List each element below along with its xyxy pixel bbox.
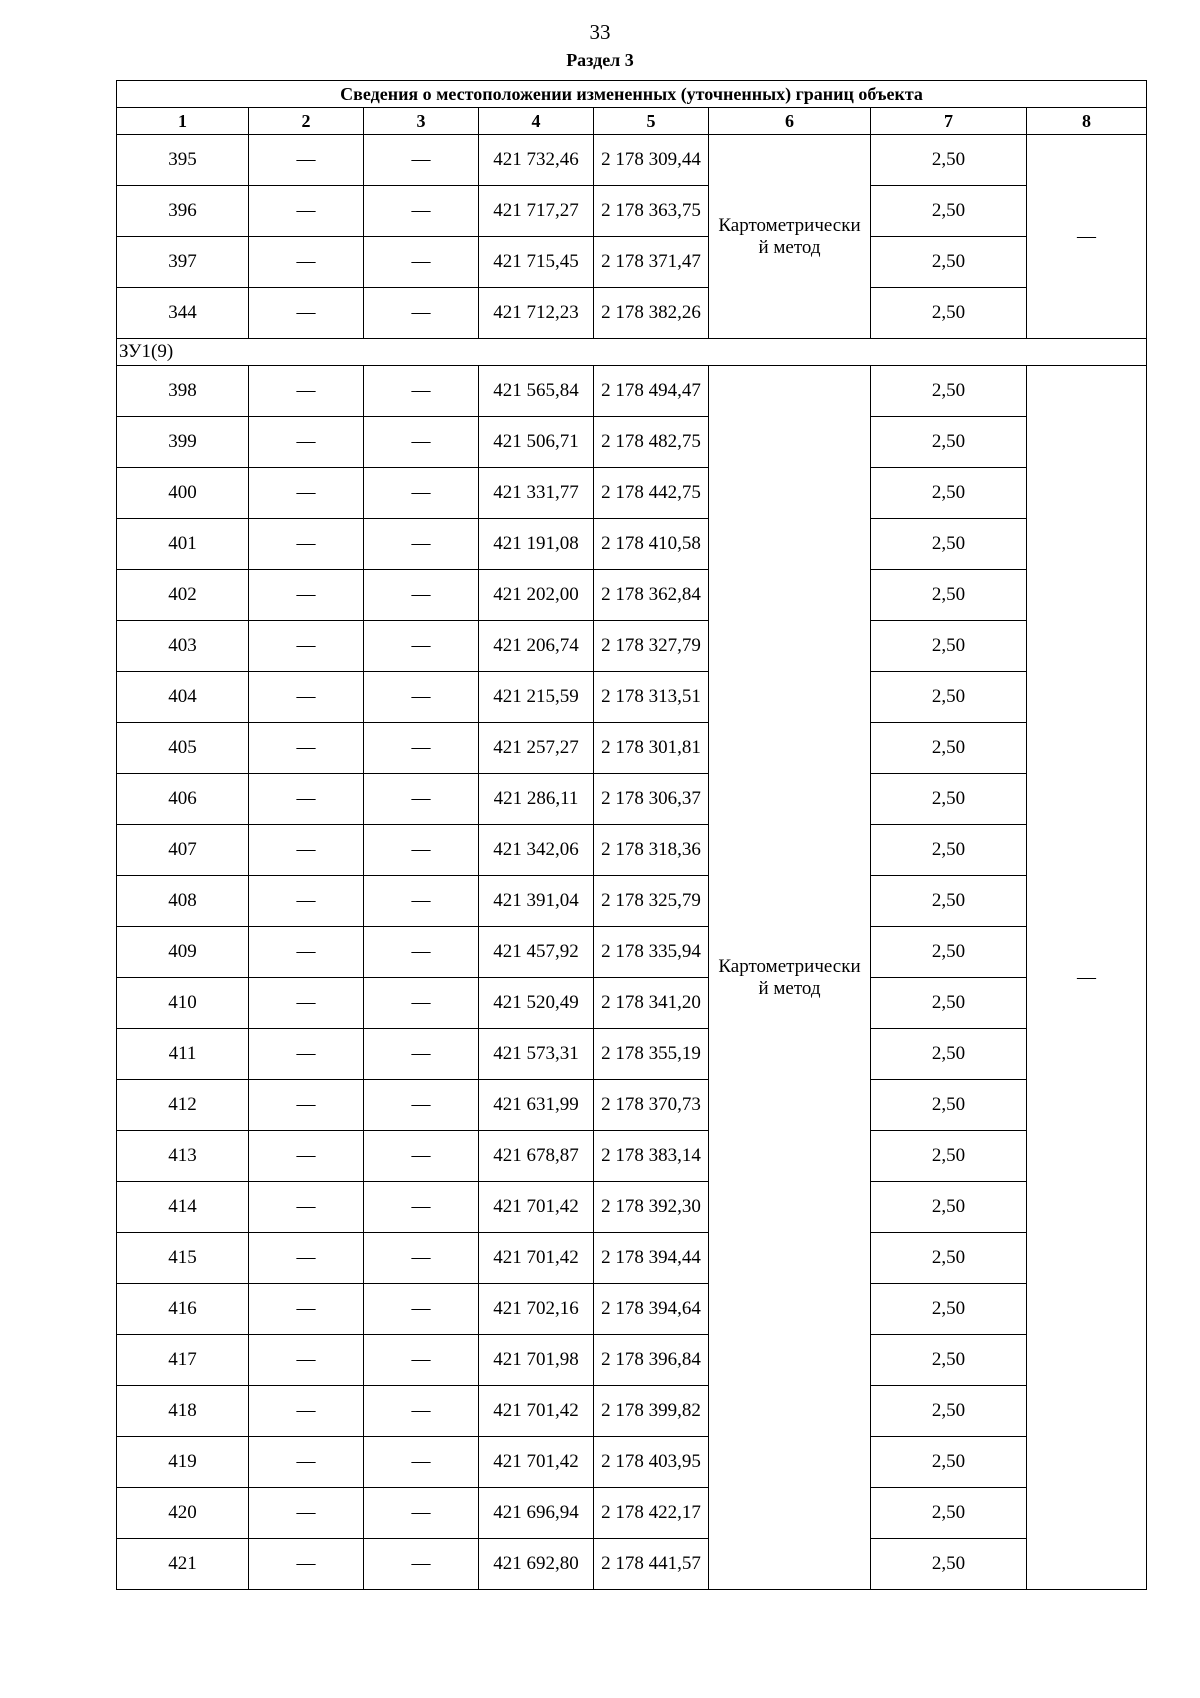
col2-cell: — [249,417,364,468]
table-row [117,825,1147,876]
col2-cell: — [249,1080,364,1131]
y-coordinate-cell: 2 178 403,95 [594,1437,709,1488]
x-coordinate-cell: 421 520,49 [479,978,594,1029]
precision-cell: 2,50 [871,621,1027,672]
col8-cell: — [1027,366,1147,1590]
col3-cell: — [364,519,479,570]
table-row [117,1437,1147,1488]
col2-cell: — [249,186,364,237]
col2-cell: — [249,1233,364,1284]
col2-cell: — [249,1182,364,1233]
point-number-cell: 404 [117,672,249,723]
table-row [117,774,1147,825]
point-number-cell: 399 [117,417,249,468]
x-coordinate-cell: 421 702,16 [479,1284,594,1335]
point-number-cell: 417 [117,1335,249,1386]
x-coordinate-cell: 421 286,11 [479,774,594,825]
point-number-cell: 409 [117,927,249,978]
x-coordinate-cell: 421 631,99 [479,1080,594,1131]
y-coordinate-cell: 2 178 370,73 [594,1080,709,1131]
table-row [117,237,1147,288]
col3-cell: — [364,927,479,978]
y-coordinate-cell: 2 178 392,30 [594,1182,709,1233]
x-coordinate-cell: 421 732,46 [479,135,594,186]
table-row [117,186,1147,237]
column-number-6: 6 [709,108,871,135]
precision-cell: 2,50 [871,366,1027,417]
col2-cell: — [249,978,364,1029]
method-text-line2: й метод [758,977,821,999]
precision-cell: 2,50 [871,1539,1027,1590]
method-cell [709,366,871,1590]
col3-cell: — [364,1539,479,1590]
precision-cell: 2,50 [871,723,1027,774]
y-coordinate-cell: 2 178 301,81 [594,723,709,774]
y-coordinate-cell: 2 178 318,36 [594,825,709,876]
col3-cell: — [364,1284,479,1335]
col3-cell: — [364,237,479,288]
y-coordinate-cell: 2 178 441,57 [594,1539,709,1590]
precision-cell: 2,50 [871,570,1027,621]
column-number-5: 5 [594,108,709,135]
point-number-cell: 400 [117,468,249,519]
point-number-cell: 398 [117,366,249,417]
point-number-cell: 414 [117,1182,249,1233]
col2-cell: — [249,774,364,825]
point-number-cell: 406 [117,774,249,825]
col3-cell: — [364,1131,479,1182]
x-coordinate-cell: 421 701,42 [479,1437,594,1488]
y-coordinate-cell: 2 178 355,19 [594,1029,709,1080]
precision-cell: 2,50 [871,1437,1027,1488]
point-number-cell: 408 [117,876,249,927]
x-coordinate-cell: 421 215,59 [479,672,594,723]
method-text-line2: й метод [758,236,821,258]
col3-cell: — [364,774,479,825]
col3-cell: — [364,876,479,927]
column-number-7: 7 [871,108,1027,135]
col2-cell: — [249,570,364,621]
col3-cell: — [364,672,479,723]
col2-cell: — [249,1386,364,1437]
point-number-cell: 410 [117,978,249,1029]
precision-cell: 2,50 [871,1080,1027,1131]
x-coordinate-cell: 421 257,27 [479,723,594,774]
x-coordinate-cell: 421 191,08 [479,519,594,570]
table-caption: Сведения о местоположении измененных (уточненных) границ объекта [117,81,1147,108]
x-coordinate-cell: 421 715,45 [479,237,594,288]
y-coordinate-cell: 2 178 306,37 [594,774,709,825]
col2-cell: — [249,237,364,288]
col3-cell: — [364,723,479,774]
col2-cell: — [249,1488,364,1539]
col3-cell: — [364,1182,479,1233]
precision-cell: 2,50 [871,927,1027,978]
point-number-cell: 344 [117,288,249,339]
col3-cell: — [364,1437,479,1488]
table-row [117,1182,1147,1233]
y-coordinate-cell: 2 178 325,79 [594,876,709,927]
point-number-cell: 405 [117,723,249,774]
point-number-cell: 411 [117,1029,249,1080]
group-label: ЗУ1(9) [117,339,1147,366]
y-coordinate-cell: 2 178 335,94 [594,927,709,978]
y-coordinate-cell: 2 178 422,17 [594,1488,709,1539]
y-coordinate-cell: 2 178 442,75 [594,468,709,519]
col2-cell: — [249,672,364,723]
precision-cell: 2,50 [871,774,1027,825]
precision-cell: 2,50 [871,186,1027,237]
table-row [117,1386,1147,1437]
point-number-cell: 421 [117,1539,249,1590]
table-row [117,978,1147,1029]
method-text-line1: Картометрически [718,214,861,236]
col3-cell: — [364,1029,479,1080]
table-row [117,621,1147,672]
col3-cell: — [364,417,479,468]
table-row [117,1131,1147,1182]
x-coordinate-cell: 421 696,94 [479,1488,594,1539]
column-number-4: 4 [479,108,594,135]
point-number-cell: 420 [117,1488,249,1539]
col3-cell: — [364,1335,479,1386]
x-coordinate-cell: 421 573,31 [479,1029,594,1080]
x-coordinate-cell: 421 678,87 [479,1131,594,1182]
precision-cell: 2,50 [871,1284,1027,1335]
table-row [117,1029,1147,1080]
x-coordinate-cell: 421 506,71 [479,417,594,468]
precision-cell: 2,50 [871,1488,1027,1539]
precision-cell: 2,50 [871,519,1027,570]
col3-cell: — [364,570,479,621]
x-coordinate-cell: 421 391,04 [479,876,594,927]
point-number-cell: 413 [117,1131,249,1182]
table-row [117,876,1147,927]
col3-cell: — [364,1080,479,1131]
table-row [117,417,1147,468]
y-coordinate-cell: 2 178 363,75 [594,186,709,237]
precision-cell: 2,50 [871,825,1027,876]
col2-cell: — [249,1284,364,1335]
precision-cell: 2,50 [871,876,1027,927]
x-coordinate-cell: 421 565,84 [479,366,594,417]
y-coordinate-cell: 2 178 396,84 [594,1335,709,1386]
point-number-cell: 418 [117,1386,249,1437]
x-coordinate-cell: 421 701,42 [479,1386,594,1437]
x-coordinate-cell: 421 331,77 [479,468,594,519]
col2-cell: — [249,723,364,774]
col3-cell: — [364,1488,479,1539]
y-coordinate-cell: 2 178 309,44 [594,135,709,186]
table-row [117,1539,1147,1590]
point-number-cell: 415 [117,1233,249,1284]
y-coordinate-cell: 2 178 362,84 [594,570,709,621]
point-number-cell: 416 [117,1284,249,1335]
point-number-cell: 401 [117,519,249,570]
x-coordinate-cell: 421 701,42 [479,1182,594,1233]
x-coordinate-cell: 421 692,80 [479,1539,594,1590]
col3-cell: — [364,978,479,1029]
table-row [117,1335,1147,1386]
col2-cell: — [249,621,364,672]
point-number-cell: 395 [117,135,249,186]
col3-cell: — [364,135,479,186]
precision-cell: 2,50 [871,288,1027,339]
y-coordinate-cell: 2 178 371,47 [594,237,709,288]
point-number-cell: 402 [117,570,249,621]
y-coordinate-cell: 2 178 382,26 [594,288,709,339]
table-row [117,723,1147,774]
x-coordinate-cell: 421 202,00 [479,570,594,621]
point-number-cell: 397 [117,237,249,288]
col3-cell: — [364,1233,479,1284]
col2-cell: — [249,1131,364,1182]
y-coordinate-cell: 2 178 394,64 [594,1284,709,1335]
x-coordinate-cell: 421 717,27 [479,186,594,237]
col2-cell: — [249,288,364,339]
y-coordinate-cell: 2 178 482,75 [594,417,709,468]
precision-cell: 2,50 [871,1335,1027,1386]
col3-cell: — [364,825,479,876]
precision-cell: 2,50 [871,672,1027,723]
col2-cell: — [249,1029,364,1080]
table-row [117,1488,1147,1539]
col3-cell: — [364,288,479,339]
coordinates-table [116,80,1147,1590]
column-number-8: 8 [1027,108,1147,135]
point-number-cell: 396 [117,186,249,237]
table-row [117,135,1147,186]
precision-cell: 2,50 [871,237,1027,288]
table-row [117,1233,1147,1284]
col2-cell: — [249,1539,364,1590]
x-coordinate-cell: 421 457,92 [479,927,594,978]
table-row [117,672,1147,723]
x-coordinate-cell: 421 206,74 [479,621,594,672]
col2-cell: — [249,135,364,186]
x-coordinate-cell: 421 701,98 [479,1335,594,1386]
precision-cell: 2,50 [871,135,1027,186]
table-row [117,927,1147,978]
col2-cell: — [249,876,364,927]
y-coordinate-cell: 2 178 399,82 [594,1386,709,1437]
precision-cell: 2,50 [871,417,1027,468]
table-row [117,468,1147,519]
column-number-3: 3 [364,108,479,135]
table-row [117,288,1147,339]
precision-cell: 2,50 [871,1386,1027,1437]
y-coordinate-cell: 2 178 313,51 [594,672,709,723]
section-title: Раздел 3 [566,50,634,70]
method-cell [709,135,871,339]
point-number-cell: 419 [117,1437,249,1488]
col2-cell: — [249,927,364,978]
column-numbers-row [117,108,1147,135]
table-row [117,1284,1147,1335]
group-row [117,339,1147,366]
precision-cell: 2,50 [871,1233,1027,1284]
col2-cell: — [249,468,364,519]
col2-cell: — [249,1335,364,1386]
table-row [117,519,1147,570]
page-number: 33 [589,20,611,44]
table-row [117,570,1147,621]
y-coordinate-cell: 2 178 410,58 [594,519,709,570]
x-coordinate-cell: 421 342,06 [479,825,594,876]
point-number-cell: 403 [117,621,249,672]
method-text-line1: Картометрически [718,955,861,977]
col2-cell: — [249,825,364,876]
y-coordinate-cell: 2 178 341,20 [594,978,709,1029]
column-number-1: 1 [117,108,249,135]
point-number-cell: 407 [117,825,249,876]
table-row [117,366,1147,417]
y-coordinate-cell: 2 178 494,47 [594,366,709,417]
y-coordinate-cell: 2 178 327,79 [594,621,709,672]
col3-cell: — [364,186,479,237]
col3-cell: — [364,621,479,672]
y-coordinate-cell: 2 178 394,44 [594,1233,709,1284]
point-number-cell: 412 [117,1080,249,1131]
y-coordinate-cell: 2 178 383,14 [594,1131,709,1182]
col2-cell: — [249,519,364,570]
precision-cell: 2,50 [871,468,1027,519]
col3-cell: — [364,366,479,417]
x-coordinate-cell: 421 712,23 [479,288,594,339]
precision-cell: 2,50 [871,1182,1027,1233]
precision-cell: 2,50 [871,1131,1027,1182]
col8-cell: — [1027,135,1147,339]
col3-cell: — [364,1386,479,1437]
col2-cell: — [249,366,364,417]
column-number-2: 2 [249,108,364,135]
col3-cell: — [364,468,479,519]
col2-cell: — [249,1437,364,1488]
table-row [117,1080,1147,1131]
precision-cell: 2,50 [871,1029,1027,1080]
precision-cell: 2,50 [871,978,1027,1029]
x-coordinate-cell: 421 701,42 [479,1233,594,1284]
